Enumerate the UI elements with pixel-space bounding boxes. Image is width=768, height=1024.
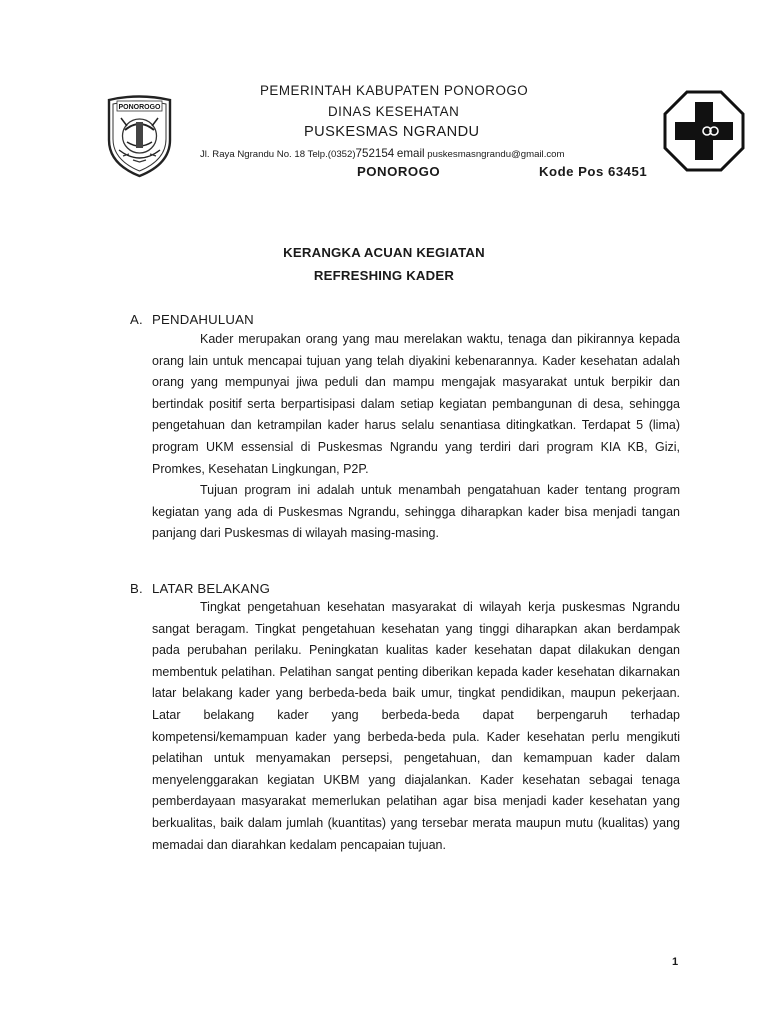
puskesmas-name: PUSKESMAS NGRANDU (304, 124, 480, 140)
email-address: puskesmasngrandu@gmail.com (427, 149, 565, 160)
seal-text: PONOROGO (118, 104, 161, 111)
page-number: 1 (672, 956, 679, 968)
paragraph: Tujuan program ini adalah untuk menambah pengatahuan kader tentang program kegiatan yang ada di Puskesmas Ngrandu, sehingga diharapkan kader bisa menjadi tangan panjang dari Puskesmas di wilayah masing-masing. (152, 483, 680, 541)
section-number: A. (130, 312, 143, 327)
section-b-body (152, 597, 680, 856)
city-name: PONOROGO (357, 164, 441, 179)
ponorogo-seal-icon (103, 92, 176, 178)
section-title: LATAR BELAKANG (152, 581, 271, 596)
section-b-heading (130, 581, 270, 596)
government-name: PEMERINTAH KABUPATEN PONOROGO (260, 83, 529, 98)
address-line (200, 147, 564, 160)
document-title: KERANGKA ACUAN KEGIATAN (283, 245, 485, 260)
health-cross-logo-icon (663, 90, 745, 172)
paragraph: Kader merupakan orang yang mau merelakan waktu, tenaga dan pikirannya kepada orang lain untuk mencapai tujuan yang telah diyakini kebenarannya. Kader kesehatan adalah orang yang mempunyai jiwa peduli dan mampu mengajak masyarakat untuk berpikir dan bertindak positif serta berpartisipasi dalam setiap kegiatan pembangunan di desa, sehingga pengetahuan dan ketrampilan kader harus selalu senantiasa ditingkatkan. Terdapat 5 (lima) program UKM essensial di Puskesmas Ngrandu yang terdiri dari program KIA KB, Gizi, Promkes, Kesehatan Lingkungan, P2P. (152, 332, 680, 476)
section-a-body (152, 329, 680, 545)
department-name: DINAS KESEHATAN (328, 104, 460, 119)
address-prefix: Jl. Raya Ngrandu No. 18 Telp.(0352) (200, 149, 356, 160)
phone-number: 752154 (355, 147, 395, 160)
postal-code: Kode Pos 63451 (539, 164, 648, 179)
letterhead (0, 0, 768, 200)
email-label: email (396, 147, 425, 160)
section-number: B. (130, 581, 143, 596)
paragraph: Tingkat pengetahuan kesehatan masyarakat di wilayah kerja puskesmas Ngrandu sangat beragam. Tingkat pengetahuan kesehatan yang tinggi diharapkan akan berdampak pada perubahan perilaku. Peningkatan kualitas kader kesehatan dapat dilakukan dengan membentuk pelatihan. Pelatihan sangat penting diberikan kepada kader kesehatan dikarnakan latar belakang kader yang berbeda-beda baik umur, tingkat pendidikan, maupun pekerjaan. Latar belakang kader yang berbeda-beda dapat berpengaruh terhadap kompetensi/kemampuan kader yang berbeda-beda pula. Kader kesehatan perlu mengikuti pelatihan untuk menyamakan persepsi, pengetahuan, dan kemampuan kader dalam menyelenggarakan kegiatan UKBM yang diajalankan. Kader kesehatan sebagai tenaga pemberdayaan masyarakat memerlukan pelatihan agar bisa menjadi kader kesehatan yang berkualitas, baik dalam jumlah (kuantitas) yang tersebar merata maupun mutu (kualitas) yang memadai dan diarahkan kedalam pencapaian tujuan. (152, 600, 680, 852)
document-subtitle: REFRESHING KADER (313, 268, 455, 283)
section-title: PENDAHULUAN (152, 312, 254, 327)
section-a-heading (130, 312, 254, 327)
